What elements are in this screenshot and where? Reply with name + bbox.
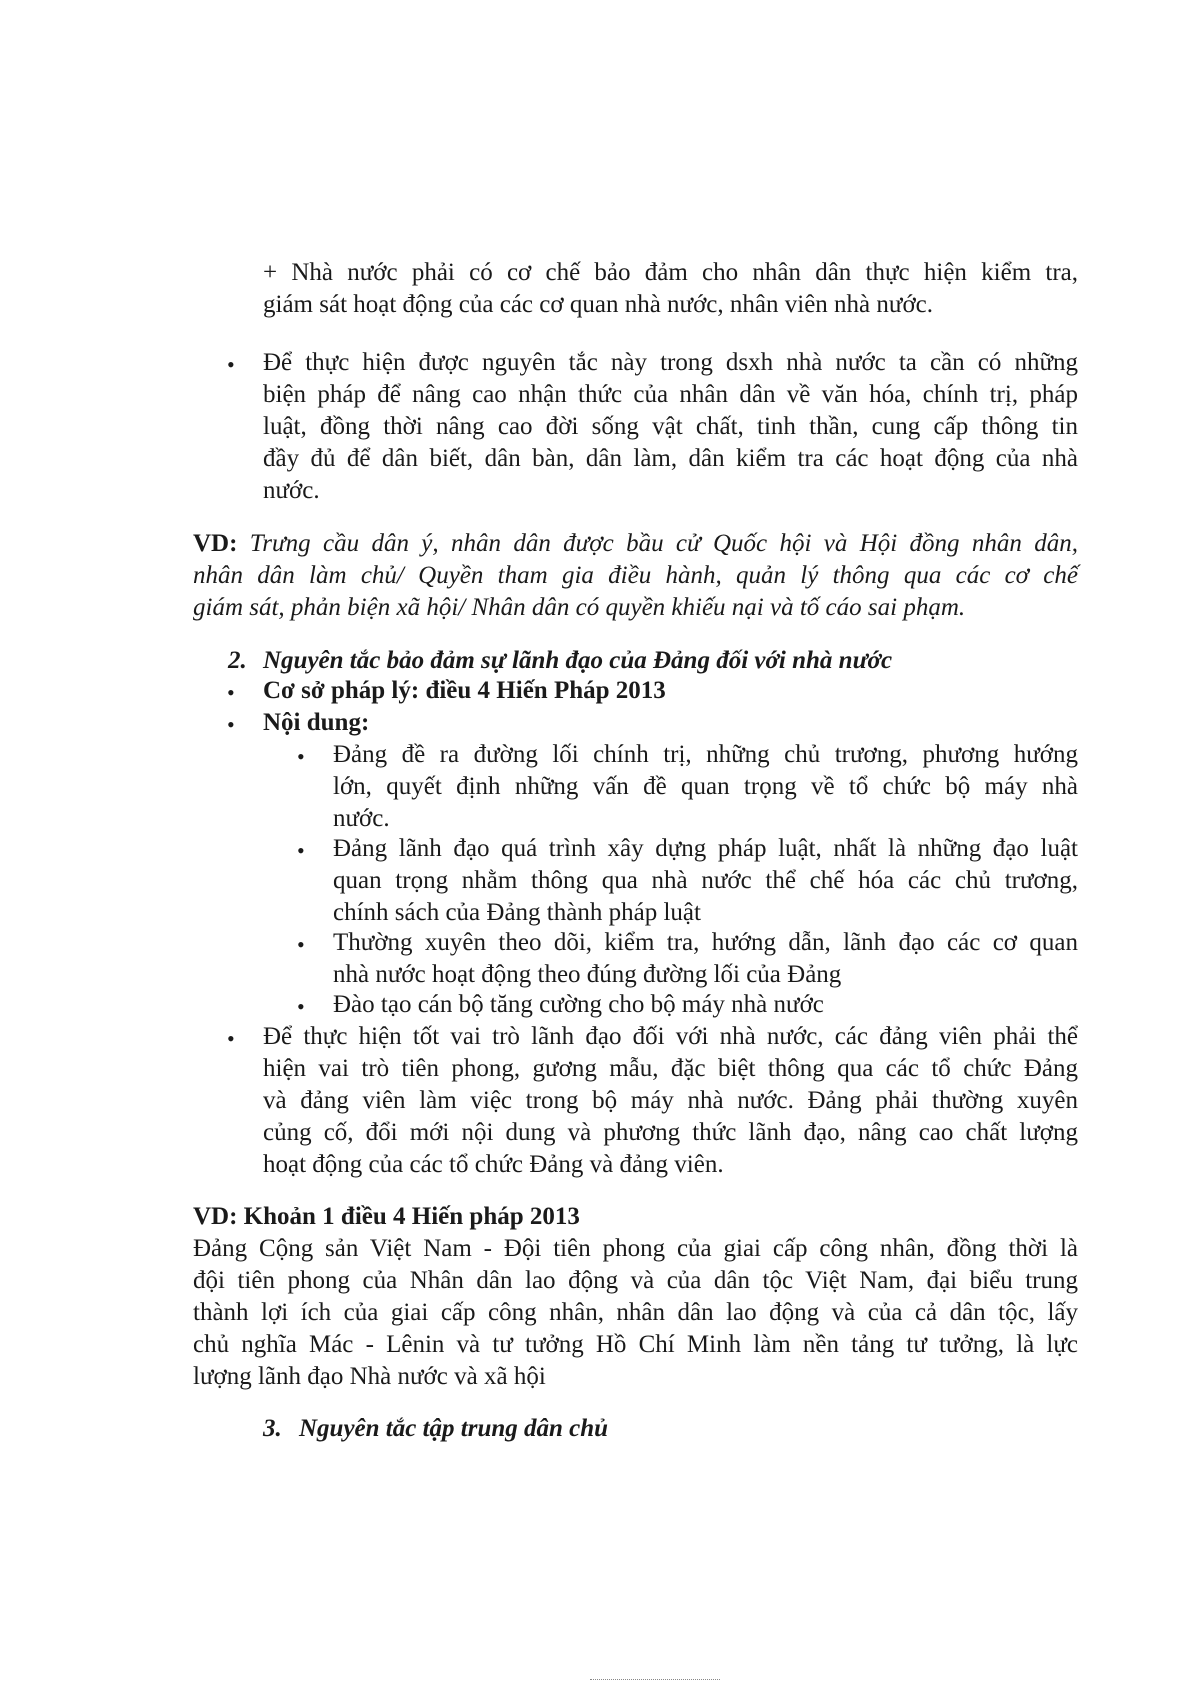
bullet-line-2: biện pháp để nâng cao nhận thức của nhân dân về văn hóa, chính trị, pháp (263, 381, 1078, 408)
bullet-line-3: luật, đồng thời nâng cao đời sống vật chất, tinh thần, cung cấp thông tin (263, 413, 1078, 440)
example-2-line-5: lượng lãnh đạo Nhà nước và xã hội (193, 1363, 546, 1390)
example-label: VD: (193, 530, 238, 557)
section-2-heading: Nguyên tắc bảo đảm sự lãnh đạo của Đảng đối với nhà nước (263, 647, 893, 674)
example-heading: VD: Khoản 1 điều 4 Hiến pháp 2013 (193, 1203, 580, 1230)
sub-item-2-line-1: Đảng lãnh đạo quá trình xây dựng pháp luật, nhất là những đạo luật (333, 835, 1078, 862)
sub-item-1-line-2: lớn, quyết định những vấn đề quan trọng về tổ chức bộ máy nhà (333, 773, 1078, 800)
sub-item-2-line-2: quan trọng nhằm thông qua nhà nước thể chế hóa các chủ trương, (333, 867, 1078, 894)
section-2-number: 2. (228, 647, 247, 674)
example-2-line-3: thành lợi ích của giai cấp công nhân, nhân dân lao động và của cả dân tộc, lấy (193, 1299, 1078, 1326)
example-line-3: giám sát, phản biện xã hội/ Nhân dân có quyền khiếu nại và tố cáo sai phạm. (193, 594, 966, 621)
plus-item-line-1: + Nhà nước phải có cơ chế bảo đảm cho nhân dân thực hiện kiểm tra, (263, 259, 1078, 286)
sub-item-3-line-2: nhà nước hoạt động theo đúng đường lối của Đảng (333, 961, 842, 988)
example-2-line-4: chủ nghĩa Mác - Lênin và tư tưởng Hồ Chí Minh làm nền tảng tư tưởng, là lực (193, 1331, 1078, 1358)
section-3-heading: Nguyên tắc tập trung dân chủ (299, 1415, 609, 1442)
sub-item-2-line-3: chính sách của Đảng thành pháp luật (333, 899, 701, 926)
implementation-line-3: và đảng viên làm việc trong bộ máy nhà nước. Đảng phải thường xuyên (263, 1087, 1078, 1114)
sub-bullet-dot: • (297, 932, 305, 957)
implementation-line-5: hoạt động của các tổ chức Đảng và đảng viên. (263, 1151, 724, 1178)
sub-bullet-dot: • (297, 744, 305, 769)
example-2-line-1: Đảng Cộng sản Việt Nam - Đội tiên phong của giai cấp công nhân, đồng thời là (193, 1235, 1078, 1262)
legal-basis: Cơ sở pháp lý: điều 4 Hiến Pháp 2013 (263, 677, 666, 704)
implementation-line-1: Để thực hiện tốt vai trò lãnh đạo đối với nhà nước, các đảng viên phải thể (263, 1023, 1078, 1050)
section-3-number: 3. (263, 1415, 282, 1442)
sub-item-1-line-1: Đảng đề ra đường lối chính trị, những chủ trương, phương hướng (333, 741, 1078, 768)
sub-bullet-dot: • (297, 994, 305, 1019)
sub-item-4-line-1: Đào tạo cán bộ tăng cường cho bộ máy nhà nước (333, 991, 824, 1018)
implementation-line-2: hiện vai trò tiên phong, gương mẫu, đặc biệt thông qua các tổ chức Đảng (263, 1055, 1078, 1082)
sub-item-1-line-3: nước. (333, 805, 390, 832)
example-line-1 (193, 528, 1078, 560)
example-line-2: nhân dân làm chủ/ Quyền tham gia điều hành, quản lý thông qua các cơ chế (193, 562, 1078, 589)
plus-item-line-2: giám sát hoạt động của các cơ quan nhà nước, nhân viên nhà nước. (263, 291, 934, 318)
sub-bullet-dot: • (297, 838, 305, 863)
bullet-line-1: Để thực hiện được nguyên tắc này trong dsxh nhà nước ta cần có những (263, 349, 1078, 376)
bullet-line-4: đầy đủ để dân biết, dân bàn, dân làm, dân kiểm tra các hoạt động của nhà (263, 445, 1078, 472)
bullet-dot: • (227, 1026, 235, 1051)
bullet-dot: • (227, 352, 235, 377)
bullet-line-5: nước. (263, 477, 320, 504)
content-label: Nội dung: (263, 709, 370, 736)
bullet-dot: • (227, 712, 235, 737)
example-text-1: Trưng cầu dân ý, nhân dân được bầu cử Quốc hội và Hội đồng nhân dân, (249, 530, 1078, 557)
bullet-dot: • (227, 680, 235, 705)
implementation-line-4: củng cố, đổi mới nội dung và phương thức lãnh đạo, nâng cao chất lượng (263, 1119, 1078, 1146)
footer-rule (590, 1679, 720, 1682)
sub-item-3-line-1: Thường xuyên theo dõi, kiểm tra, hướng dẫn, lãnh đạo các cơ quan (333, 929, 1078, 956)
example-2-line-2: đội tiên phong của Nhân dân lao động và của dân tộc Việt Nam, đại biểu trung (193, 1267, 1078, 1294)
